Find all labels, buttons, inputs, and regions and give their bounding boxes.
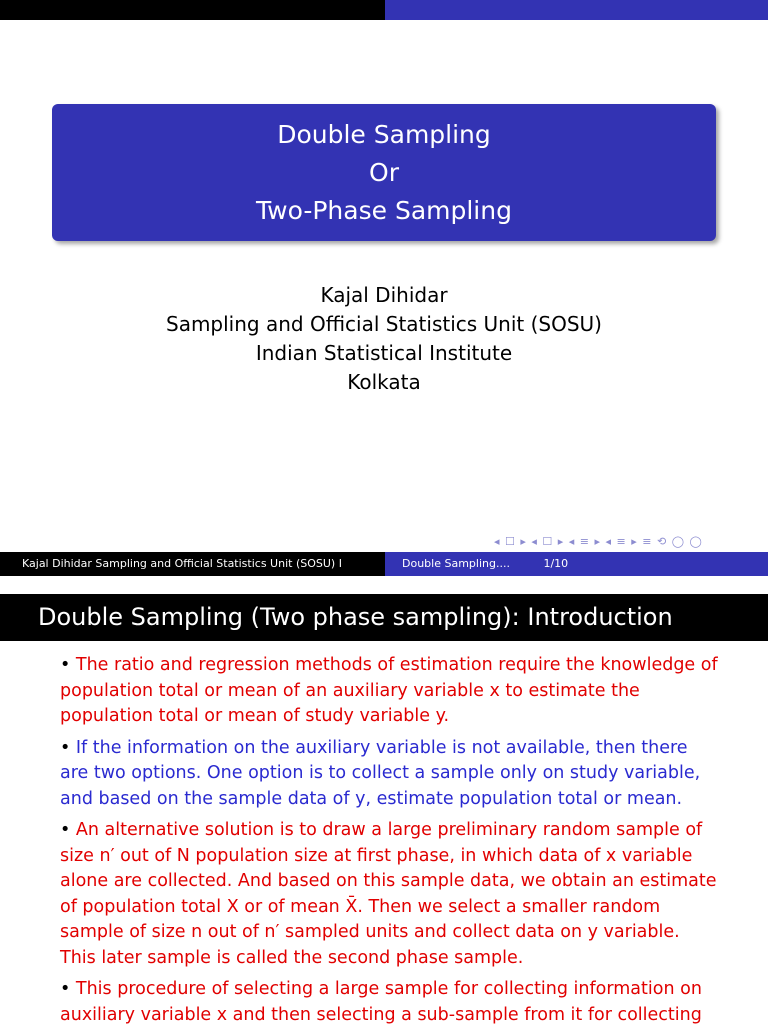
footer-right (385, 552, 768, 576)
paragraph-2-text: If the information on the auxiliary variable is not available, then there are two options. One option is to collect a sample only on study variable, and based on the sample data of y, estimate population total or mean. (60, 737, 701, 809)
paragraph-2 (60, 736, 720, 813)
footer-short-title: Double Sampling.... (402, 557, 510, 570)
title-box (52, 104, 716, 241)
author-unit: Sampling and Official Statistics Unit (SOSU) (166, 312, 602, 336)
top-header-right (385, 0, 768, 20)
beamer-navigation-icons[interactable]: ◂ ☐ ▸ ◂ ☐ ▸ ◂ ≡ ▸ ◂ ≡ ▸ ≡ ⟲ ◯ ◯ (494, 535, 703, 548)
footer-page-number: 1/10 (543, 557, 569, 570)
paragraph-4-text: This procedure of selecting a large sample for collecting information on auxiliary variable x and then selecting a sub-sample from it for collecting (60, 979, 702, 1025)
author-institute: Indian Statistical Institute (255, 341, 513, 365)
title-line-2: Or (369, 157, 399, 187)
slide-heading-bar (0, 594, 768, 641)
bullet-icon: • (60, 737, 76, 758)
bullet-icon: • (60, 820, 76, 840)
author-name: Kajal Dihidar (320, 283, 448, 307)
paragraph-1 (60, 653, 720, 730)
bullet-icon: • (60, 655, 76, 675)
paragraph-3-text: An alternative solution is to draw a large preliminary random sample of size n′ out of N population size at first phase, in which data of x variable alone are collected. And based on this sample data, we obtain an estimate of population total X or of mean X̄. Then we select a smaller random sample of size n out of n′ sampled units and collect data on y variable. This later sample is called the second phase sample. (60, 820, 717, 968)
top-header-bar (0, 0, 768, 20)
top-header-left (0, 0, 385, 20)
footer-author: Kajal Dihidar Sampling and Official Statistics Unit (SOSU) I (22, 557, 342, 570)
title-line-3: Two-Phase Sampling (256, 195, 512, 225)
footer-left (0, 552, 385, 576)
title-line-1: Double Sampling (277, 119, 491, 149)
slide-heading: Double Sampling (Two phase sampling): Introduction (38, 603, 673, 631)
slide-body (60, 653, 720, 1034)
bullet-icon: • (60, 979, 76, 999)
author-block (0, 281, 768, 397)
author-city: Kolkata (347, 370, 421, 394)
paragraph-3 (60, 818, 720, 971)
paragraph-4 (60, 977, 720, 1028)
paragraph-1-text: The ratio and regression methods of estimation require the knowledge of population total or mean of an auxiliary variable x to estimate the population total or mean of study variable y. (60, 655, 718, 726)
slide-footer (0, 552, 768, 576)
